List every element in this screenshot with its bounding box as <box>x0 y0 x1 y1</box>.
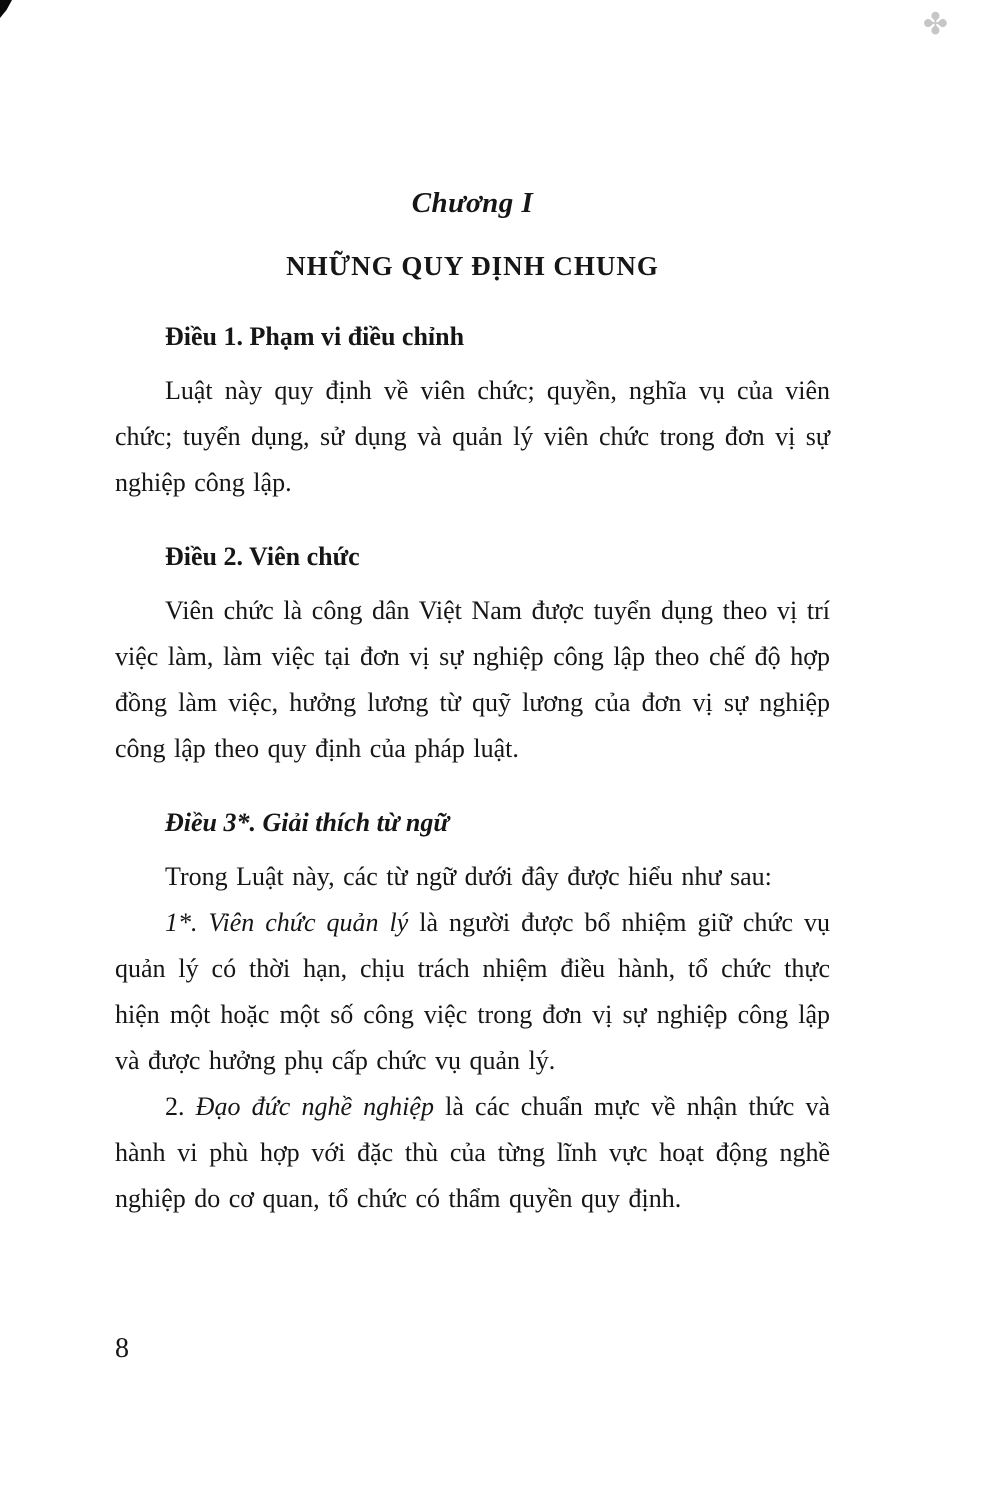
clause1-number: 1*. <box>165 908 209 937</box>
flower-icon: ✤ <box>922 7 948 42</box>
clause2-term: Đạo đức nghề nghiệp <box>195 1092 434 1121</box>
chapter-title: Chương I <box>411 187 534 219</box>
article2-body: Viên chức là công dân Việt Nam được tuyển dụng theo vị trí việc làm, làm việc tại đơn vị sự nghiệp công lập theo chế độ hợp đồng làm việc, hưởng lương từ quỹ lương của đơn vị sự nghiệp công lập theo quy định của pháp luật. <box>115 596 830 763</box>
article3-clause2 <box>115 1084 830 1222</box>
article2-heading: Điều 2. Viên chức <box>165 542 360 571</box>
article3-clause1 <box>115 900 830 1084</box>
clause1-term: Viên chức quản lý <box>208 908 409 937</box>
page-number: 8 <box>115 1333 129 1364</box>
clause2-text: là các chuẩn mực về nhận thức và hành vi phù hợp với đặc thù của từng lĩnh vực hoạt động nghề nghiệp do cơ quan, tổ chức có thẩm quyền quy định. <box>115 1092 831 1213</box>
chapter-subtitle: NHỮNG QUY ĐỊNH CHUNG <box>286 251 659 281</box>
article3-heading: Điều 3*. Giải thích từ ngữ <box>165 808 449 837</box>
clause1-text: là người được bổ nhiệm giữ chức vụ quản lý có thời hạn, chịu trách nhiệm điều hành, tổ chức thực hiện một hoặc một số công việc trong đơn vị sự nghiệp công lập và được hưởng phụ cấp chức vụ quản lý. <box>115 908 831 1075</box>
article3-intro: Trong Luật này, các từ ngữ dưới đây được hiểu như sau: <box>165 862 772 891</box>
clause2-number: 2. <box>165 1092 196 1121</box>
article1-body: Luật này quy định về viên chức; quyền, nghĩa vụ của viên chức; tuyển dụng, sử dụng và quản lý viên chức trong đơn vị sự nghiệp công lập. <box>115 376 830 497</box>
article1-heading: Điều 1. Phạm vi điều chỉnh <box>165 322 465 351</box>
